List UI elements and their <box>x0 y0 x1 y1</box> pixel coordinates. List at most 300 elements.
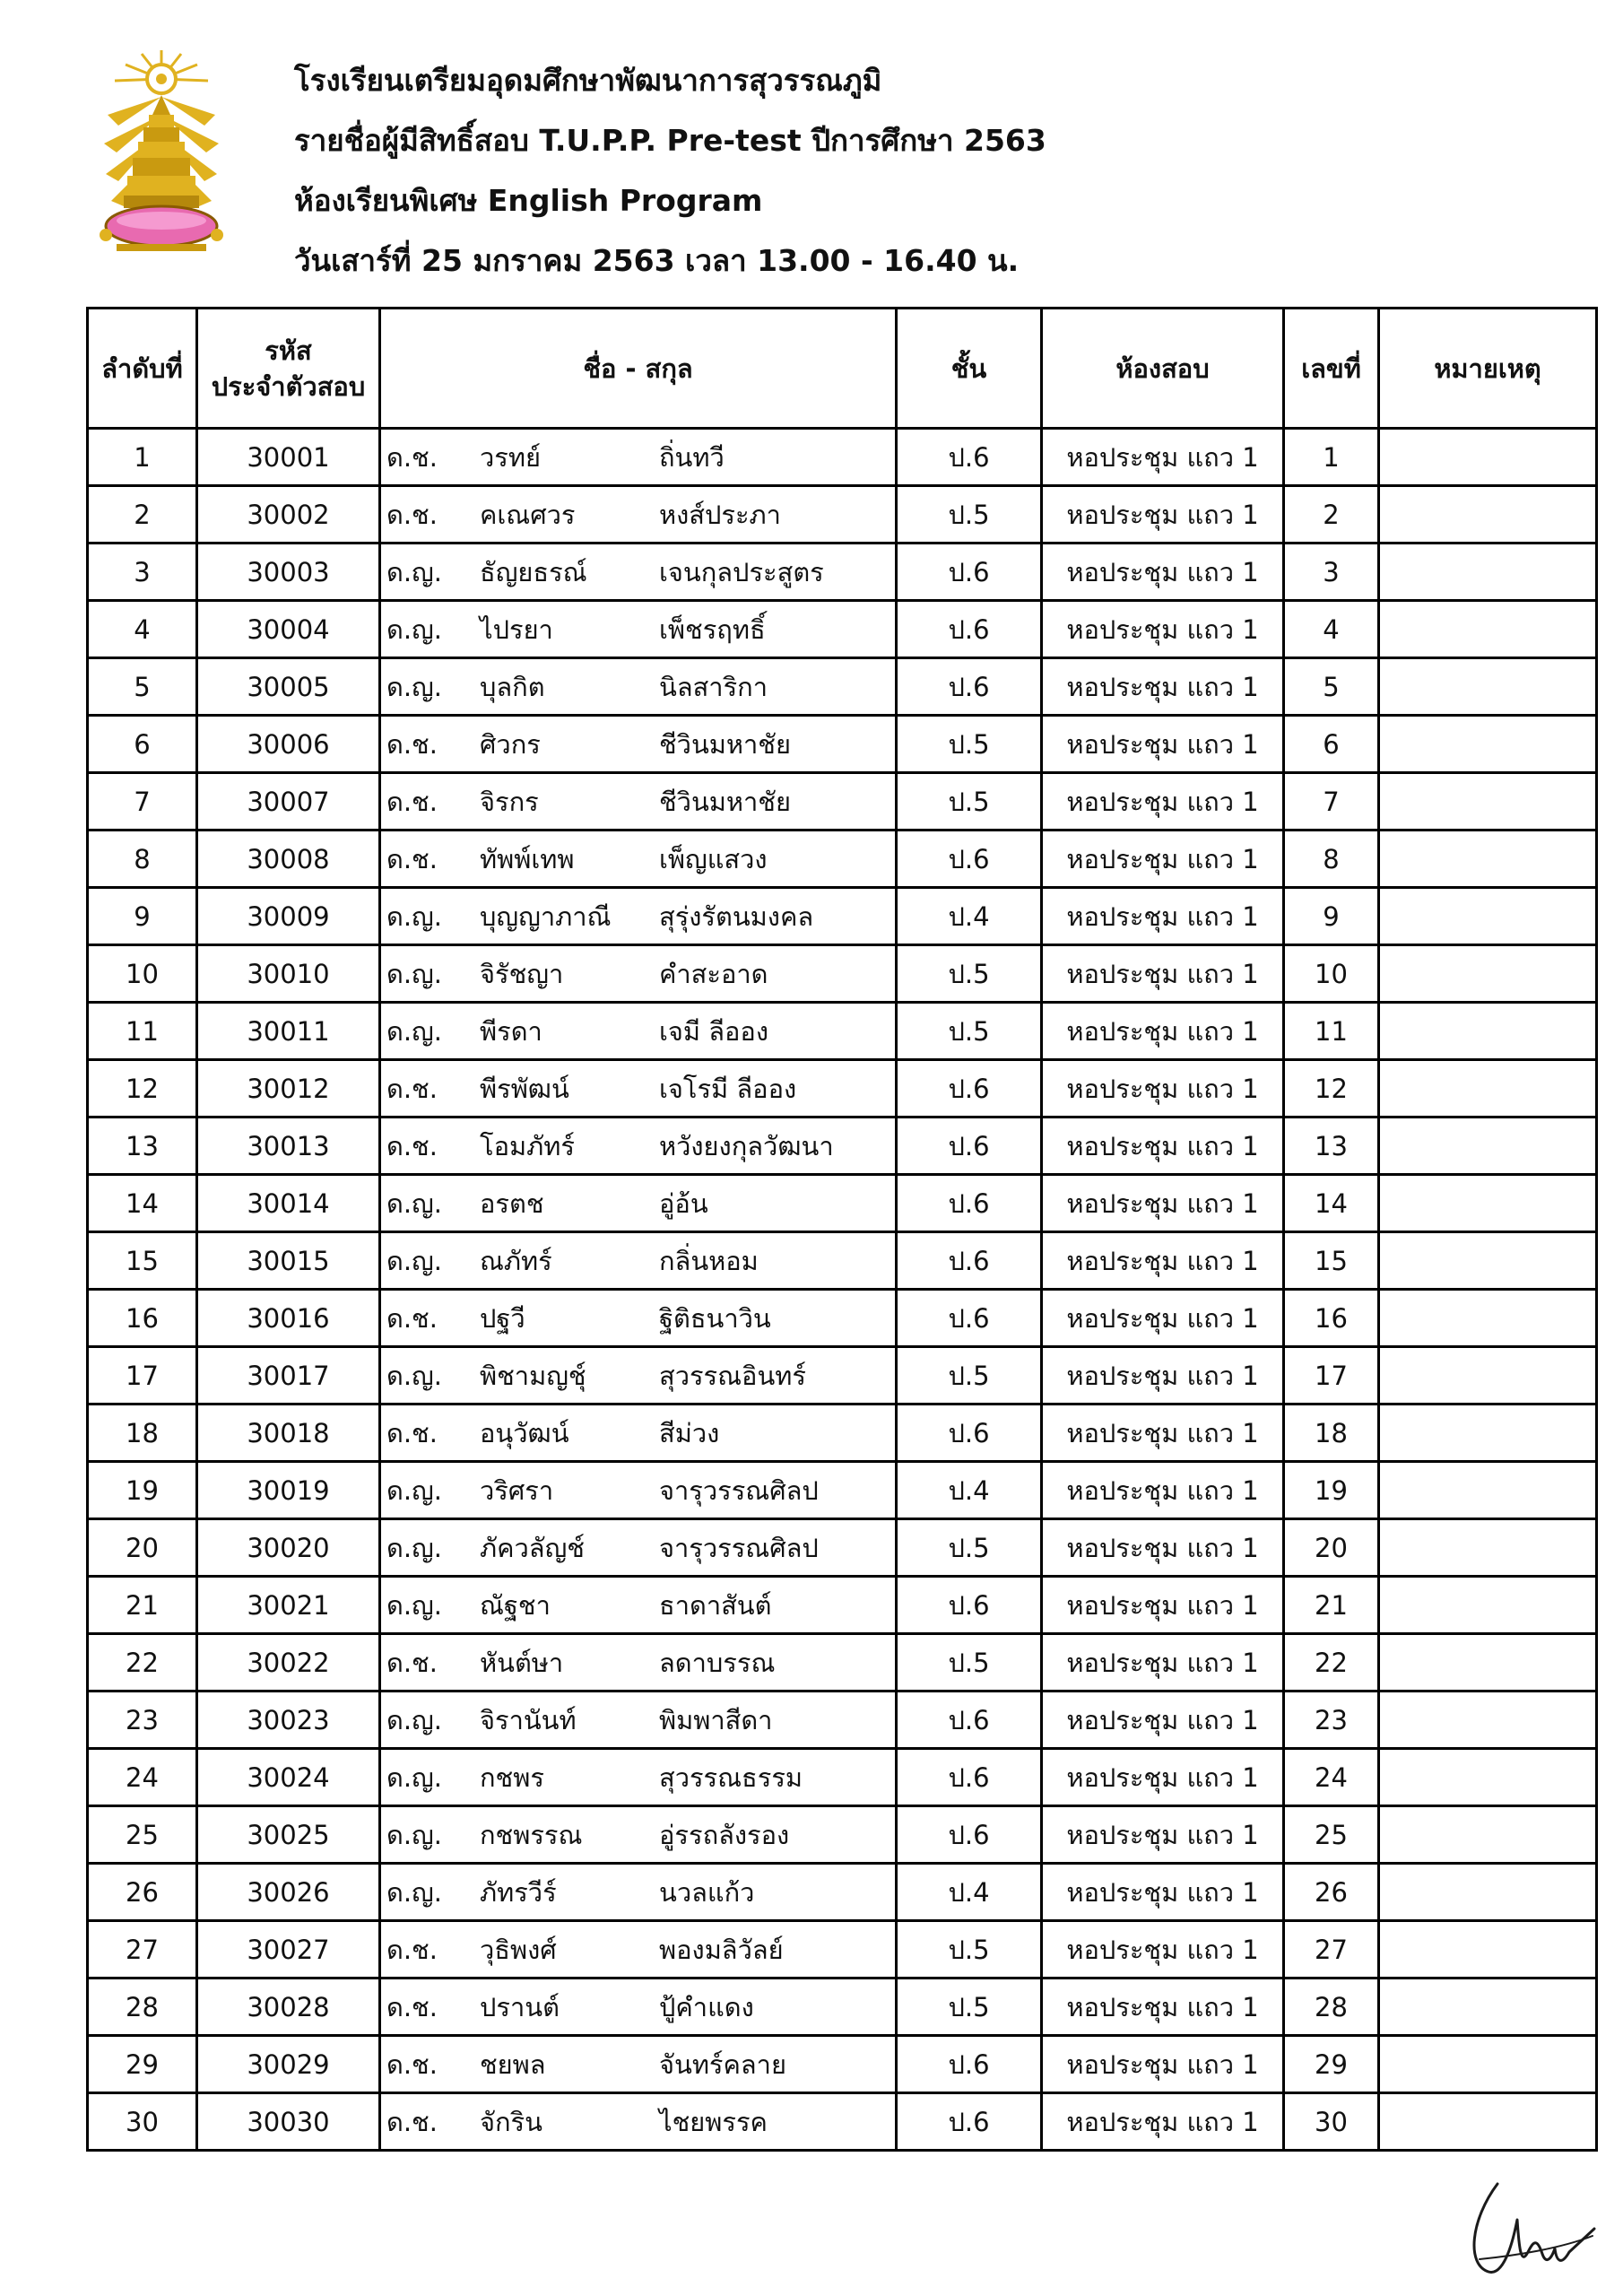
table-row <box>88 1462 1597 1519</box>
first-name: วริศรา <box>480 1474 554 1506</box>
cell-seat: 9 <box>1284 888 1379 945</box>
name-prefix: ด.ช. <box>386 2048 438 2080</box>
table-row <box>88 1118 1597 1175</box>
cell-grade: ป.4 <box>897 1462 1042 1519</box>
first-name: ไปรยา <box>480 613 553 645</box>
cell-seat: 19 <box>1284 1462 1379 1519</box>
table-row <box>88 1232 1597 1290</box>
cell-code: 30014 <box>197 1175 380 1232</box>
cell-remark <box>1379 773 1597 831</box>
cell-no: 3 <box>88 544 197 601</box>
cell-room: หอประชุม แถว 1 <box>1042 1749 1284 1806</box>
school-emblem-icon <box>99 43 224 267</box>
cell-room: หอประชุม แถว 1 <box>1042 1806 1284 1864</box>
cell-grade: ป.5 <box>897 486 1042 544</box>
cell-room: หอประชุม แถว 1 <box>1042 1175 1284 1232</box>
last-name: พองมลิวัลย์ <box>659 1934 784 1965</box>
cell-room: หอประชุม แถว 1 <box>1042 1003 1284 1060</box>
name-prefix: ด.ช. <box>386 1934 438 1965</box>
last-name: ถิ่นทวี <box>659 441 725 473</box>
table-row <box>88 773 1597 831</box>
last-name: ชีวินมหาชัย <box>659 728 791 760</box>
first-name: ปรานต์ <box>480 1991 560 2022</box>
cell-remark <box>1379 1232 1597 1290</box>
table-row <box>88 1405 1597 1462</box>
cell-grade: ป.4 <box>897 1864 1042 1921</box>
first-name: จักริน <box>480 2106 542 2137</box>
last-name: อู่รรถลังรอง <box>659 1819 790 1850</box>
cell-no: 24 <box>88 1749 197 1806</box>
cell-seat: 1 <box>1284 429 1379 486</box>
first-name: วุธิพงศ์ <box>480 1934 557 1965</box>
col-header-code-line1: รหัส <box>265 335 312 366</box>
name-prefix: ด.ช. <box>386 1130 438 1161</box>
name-prefix: ด.ญ. <box>386 1360 442 1391</box>
table-row <box>88 1003 1597 1060</box>
cell-remark <box>1379 1347 1597 1405</box>
table-row <box>88 1519 1597 1577</box>
last-name: กลิ่นหอม <box>659 1245 759 1276</box>
cell-room: หอประชุม แถว 1 <box>1042 888 1284 945</box>
last-name: สุรุ่งรัตนมงคล <box>659 900 814 932</box>
cell-name <box>380 1979 897 2036</box>
table-row <box>88 1749 1597 1806</box>
table-body <box>88 429 1597 2151</box>
cell-room: หอประชุม แถว 1 <box>1042 544 1284 601</box>
cell-grade: ป.6 <box>897 1060 1042 1118</box>
name-prefix: ด.ญ. <box>386 556 442 587</box>
cell-name <box>380 1405 897 1462</box>
cell-code: 30028 <box>197 1979 380 2036</box>
document-header <box>90 43 1435 276</box>
cell-no: 25 <box>88 1806 197 1864</box>
cell-room: หอประชุม แถว 1 <box>1042 1290 1284 1347</box>
cell-seat: 13 <box>1284 1118 1379 1175</box>
cell-seat: 28 <box>1284 1979 1379 2036</box>
cell-name <box>380 544 897 601</box>
cell-remark <box>1379 1175 1597 1232</box>
cell-remark <box>1379 1921 1597 1979</box>
name-prefix: ด.ญ. <box>386 1761 442 1793</box>
table-row <box>88 1864 1597 1921</box>
name-prefix: ด.ช. <box>386 2106 438 2137</box>
cell-name <box>380 486 897 544</box>
first-name: ภัควลัญช์ <box>480 1532 585 1563</box>
cell-name <box>380 831 897 888</box>
cell-seat: 12 <box>1284 1060 1379 1118</box>
cell-code: 30002 <box>197 486 380 544</box>
last-name: เจนกุลประสูตร <box>659 556 824 587</box>
cell-room: หอประชุม แถว 1 <box>1042 429 1284 486</box>
first-name: ณัฐชา <box>480 1589 551 1621</box>
first-name: ศิวกร <box>480 728 541 760</box>
cell-name <box>380 1003 897 1060</box>
cell-name <box>380 2036 897 2093</box>
last-name: ไชยพรรค <box>659 2106 768 2137</box>
cell-remark <box>1379 1519 1597 1577</box>
last-name: จารุวรรณศิลป <box>659 1532 819 1563</box>
cell-name <box>380 888 897 945</box>
document-title-block <box>294 50 1046 291</box>
cell-remark <box>1379 1003 1597 1060</box>
last-name: ปู้คำแดง <box>659 1991 754 2022</box>
cell-room: หอประชุม แถว 1 <box>1042 1634 1284 1692</box>
cell-seat: 26 <box>1284 1864 1379 1921</box>
cell-code: 30004 <box>197 601 380 658</box>
cell-name <box>380 1634 897 1692</box>
cell-name <box>380 1692 897 1749</box>
table-row <box>88 1060 1597 1118</box>
last-name: สีม่วง <box>659 1417 720 1448</box>
cell-seat: 6 <box>1284 716 1379 773</box>
cell-remark <box>1379 1405 1597 1462</box>
table-row <box>88 601 1597 658</box>
cell-grade: ป.5 <box>897 716 1042 773</box>
cell-seat: 10 <box>1284 945 1379 1003</box>
cell-remark <box>1379 429 1597 486</box>
name-prefix: ด.ญ. <box>386 1704 442 1735</box>
exam-date-time: วันเสาร์ที่ 25 มกราคม 2563 เวลา 13.00 - 16.40 น. <box>294 243 1020 278</box>
cell-no: 28 <box>88 1979 197 2036</box>
cell-name <box>380 1347 897 1405</box>
cell-name <box>380 429 897 486</box>
cell-no: 22 <box>88 1634 197 1692</box>
cell-no: 7 <box>88 773 197 831</box>
cell-remark <box>1379 2093 1597 2151</box>
cell-name <box>380 1462 897 1519</box>
cell-seat: 8 <box>1284 831 1379 888</box>
cell-code: 30024 <box>197 1749 380 1806</box>
cell-code: 30025 <box>197 1806 380 1864</box>
last-name: นวลแก้ว <box>659 1876 755 1908</box>
first-name: พีรดา <box>480 1015 542 1047</box>
last-name: นิลสาริกา <box>659 671 768 702</box>
cell-code: 30018 <box>197 1405 380 1462</box>
cell-code: 30003 <box>197 544 380 601</box>
name-prefix: ด.ญ. <box>386 958 442 989</box>
cell-no: 4 <box>88 601 197 658</box>
table-row <box>88 831 1597 888</box>
name-prefix: ด.ญ. <box>386 1819 442 1850</box>
last-name: เจมี ลีออง <box>659 1015 769 1047</box>
list-title: รายชื่อผู้มีสิทธิ์สอบ T.U.P.P. Pre-test ปีการศึกษา 2563 <box>294 123 1046 158</box>
cell-grade: ป.4 <box>897 888 1042 945</box>
cell-grade: ป.6 <box>897 1577 1042 1634</box>
cell-room: หอประชุม แถว 1 <box>1042 1864 1284 1921</box>
last-name: จันทร์คลาย <box>659 2048 786 2080</box>
cell-seat: 23 <box>1284 1692 1379 1749</box>
cell-no: 13 <box>88 1118 197 1175</box>
cell-grade: ป.5 <box>897 1979 1042 2036</box>
last-name: เจโรมี ลีออง <box>659 1073 797 1104</box>
cell-seat: 25 <box>1284 1806 1379 1864</box>
first-name: อรตช <box>480 1187 544 1219</box>
cell-no: 26 <box>88 1864 197 1921</box>
first-name: ปฐวี <box>480 1302 525 1334</box>
cell-code: 30019 <box>197 1462 380 1519</box>
cell-room: หอประชุม แถว 1 <box>1042 486 1284 544</box>
program-name: ห้องเรียนพิเศษ English Program <box>294 183 763 218</box>
cell-no: 21 <box>88 1577 197 1634</box>
table-row <box>88 716 1597 773</box>
table-header-row <box>88 309 1597 429</box>
cell-seat: 17 <box>1284 1347 1379 1405</box>
cell-code: 30023 <box>197 1692 380 1749</box>
cell-name <box>380 945 897 1003</box>
cell-grade: ป.6 <box>897 1118 1042 1175</box>
cell-code: 30029 <box>197 2036 380 2093</box>
cell-remark <box>1379 831 1597 888</box>
cell-remark <box>1379 1692 1597 1749</box>
cell-room: หอประชุม แถว 1 <box>1042 945 1284 1003</box>
cell-no: 17 <box>88 1347 197 1405</box>
cell-seat: 29 <box>1284 2036 1379 2093</box>
cell-room: หอประชุม แถว 1 <box>1042 1921 1284 1979</box>
name-prefix: ด.ญ. <box>386 1015 442 1047</box>
cell-name <box>380 1519 897 1577</box>
table-row <box>88 1577 1597 1634</box>
table-row <box>88 1806 1597 1864</box>
cell-remark <box>1379 716 1597 773</box>
first-name: กชพรรณ <box>480 1819 583 1850</box>
cell-no: 29 <box>88 2036 197 2093</box>
cell-no: 1 <box>88 429 197 486</box>
cell-room: หอประชุม แถว 1 <box>1042 1060 1284 1118</box>
name-prefix: ด.ช. <box>386 1302 438 1334</box>
cell-room: หอประชุม แถว 1 <box>1042 601 1284 658</box>
cell-code: 30017 <box>197 1347 380 1405</box>
cell-remark <box>1379 658 1597 716</box>
cell-code: 30012 <box>197 1060 380 1118</box>
cell-name <box>380 601 897 658</box>
cell-no: 10 <box>88 945 197 1003</box>
last-name: เพ็ชรฤทธิ์ <box>659 613 766 645</box>
last-name: คำสะอาด <box>659 958 768 989</box>
cell-code: 30011 <box>197 1003 380 1060</box>
cell-remark <box>1379 1979 1597 2036</box>
cell-room: หอประชุม แถว 1 <box>1042 1462 1284 1519</box>
first-name: อนุวัฒน์ <box>480 1417 569 1448</box>
cell-room: หอประชุม แถว 1 <box>1042 831 1284 888</box>
col-header-seat: เลขที่ <box>1284 309 1379 429</box>
cell-no: 9 <box>88 888 197 945</box>
cell-grade: ป.6 <box>897 1175 1042 1232</box>
cell-room: หอประชุม แถว 1 <box>1042 658 1284 716</box>
cell-no: 18 <box>88 1405 197 1462</box>
cell-seat: 2 <box>1284 486 1379 544</box>
cell-no: 6 <box>88 716 197 773</box>
first-name: หันต์ษา <box>480 1647 564 1678</box>
school-name: โรงเรียนเตรียมอุดมศึกษาพัฒนาการสุวรรณภูมิ <box>294 63 882 98</box>
cell-grade: ป.6 <box>897 1405 1042 1462</box>
cell-room: หอประชุม แถว 1 <box>1042 1577 1284 1634</box>
cell-name <box>380 1290 897 1347</box>
last-name: สุวรรณธรรม <box>659 1761 803 1793</box>
table-row <box>88 486 1597 544</box>
cell-seat: 24 <box>1284 1749 1379 1806</box>
last-name: ลดาบรรณ <box>659 1647 776 1678</box>
first-name: บุลกิต <box>480 671 545 702</box>
cell-room: หอประชุม แถว 1 <box>1042 1692 1284 1749</box>
cell-remark <box>1379 486 1597 544</box>
cell-grade: ป.6 <box>897 2093 1042 2151</box>
name-prefix: ด.ญ. <box>386 1876 442 1908</box>
name-prefix: ด.ญ. <box>386 1245 442 1276</box>
cell-name <box>380 1806 897 1864</box>
cell-seat: 22 <box>1284 1634 1379 1692</box>
cell-no: 16 <box>88 1290 197 1347</box>
cell-code: 30020 <box>197 1519 380 1577</box>
table-row <box>88 2036 1597 2093</box>
last-name: จารุวรรณศิลป <box>659 1474 819 1506</box>
first-name: จิรัชญา <box>480 958 564 989</box>
cell-no: 12 <box>88 1060 197 1118</box>
last-name: พิมพาสีดา <box>659 1704 773 1735</box>
first-name: วรทย์ <box>480 441 541 473</box>
first-name: บุญญาภาณี <box>480 900 612 932</box>
table-row <box>88 1347 1597 1405</box>
col-header-code-line2: ประจำตัวสอบ <box>211 370 366 402</box>
cell-grade: ป.6 <box>897 601 1042 658</box>
table-row <box>88 1175 1597 1232</box>
cell-code: 30015 <box>197 1232 380 1290</box>
last-name: สุวรรณอินทร์ <box>659 1360 806 1391</box>
cell-room: หอประชุม แถว 1 <box>1042 2093 1284 2151</box>
cell-no: 15 <box>88 1232 197 1290</box>
cell-name <box>380 1749 897 1806</box>
cell-code: 30001 <box>197 429 380 486</box>
cell-room: หอประชุม แถว 1 <box>1042 2036 1284 2093</box>
cell-name <box>380 1175 897 1232</box>
cell-grade: ป.6 <box>897 429 1042 486</box>
cell-room: หอประชุม แถว 1 <box>1042 1347 1284 1405</box>
last-name: เพ็ญแสวง <box>659 843 768 874</box>
cell-code: 30008 <box>197 831 380 888</box>
cell-grade: ป.6 <box>897 1290 1042 1347</box>
col-header-grade: ชั้น <box>897 309 1042 429</box>
first-name: ทัพพ์เทพ <box>480 843 575 874</box>
cell-name <box>380 716 897 773</box>
first-name: พีรพัฒน์ <box>480 1073 569 1104</box>
cell-remark <box>1379 1118 1597 1175</box>
first-name: ภัทรวีร์ <box>480 1876 557 1908</box>
cell-no: 2 <box>88 486 197 544</box>
col-header-code <box>197 309 380 429</box>
cell-seat: 27 <box>1284 1921 1379 1979</box>
cell-code: 30006 <box>197 716 380 773</box>
cell-code: 30007 <box>197 773 380 831</box>
cell-room: หอประชุม แถว 1 <box>1042 773 1284 831</box>
name-prefix: ด.ช. <box>386 1073 438 1104</box>
cell-room: หอประชุม แถว 1 <box>1042 1118 1284 1175</box>
cell-grade: ป.6 <box>897 1749 1042 1806</box>
table-row <box>88 945 1597 1003</box>
cell-seat: 4 <box>1284 601 1379 658</box>
cell-remark <box>1379 1634 1597 1692</box>
cell-no: 27 <box>88 1921 197 1979</box>
cell-grade: ป.6 <box>897 658 1042 716</box>
cell-code: 30030 <box>197 2093 380 2151</box>
cell-name <box>380 1864 897 1921</box>
cell-no: 11 <box>88 1003 197 1060</box>
name-prefix: ด.ช. <box>386 1647 438 1678</box>
cell-name <box>380 1921 897 1979</box>
cell-no: 20 <box>88 1519 197 1577</box>
cell-remark <box>1379 1462 1597 1519</box>
table-row <box>88 1290 1597 1347</box>
signature-icon <box>1462 2166 1596 2283</box>
name-prefix: ด.ช. <box>386 441 438 473</box>
first-name: ธัญยธรณ์ <box>480 556 587 587</box>
cell-code: 30021 <box>197 1577 380 1634</box>
cell-grade: ป.6 <box>897 1806 1042 1864</box>
cell-no: 30 <box>88 2093 197 2151</box>
cell-remark <box>1379 1577 1597 1634</box>
cell-name <box>380 2093 897 2151</box>
table-row <box>88 2093 1597 2151</box>
cell-grade: ป.6 <box>897 1232 1042 1290</box>
cell-grade: ป.6 <box>897 1692 1042 1749</box>
first-name: ณภัทร์ <box>480 1245 552 1276</box>
cell-name <box>380 1577 897 1634</box>
first-name: กชพร <box>480 1761 544 1793</box>
cell-seat: 11 <box>1284 1003 1379 1060</box>
cell-grade: ป.6 <box>897 2036 1042 2093</box>
cell-no: 19 <box>88 1462 197 1519</box>
cell-no: 14 <box>88 1175 197 1232</box>
cell-code: 30022 <box>197 1634 380 1692</box>
first-name: คเณศวร <box>480 499 576 530</box>
name-prefix: ด.ญ. <box>386 613 442 645</box>
cell-remark <box>1379 888 1597 945</box>
name-prefix: ด.ช. <box>386 728 438 760</box>
table-row <box>88 544 1597 601</box>
cell-remark <box>1379 601 1597 658</box>
last-name: ฐิติธนาวิน <box>659 1302 771 1334</box>
cell-remark <box>1379 1749 1597 1806</box>
cell-code: 30005 <box>197 658 380 716</box>
cell-grade: ป.5 <box>897 1634 1042 1692</box>
cell-name <box>380 658 897 716</box>
cell-remark <box>1379 1290 1597 1347</box>
cell-seat: 15 <box>1284 1232 1379 1290</box>
name-prefix: ด.ญ. <box>386 1532 442 1563</box>
cell-remark <box>1379 544 1597 601</box>
cell-seat: 18 <box>1284 1405 1379 1462</box>
cell-grade: ป.5 <box>897 1003 1042 1060</box>
cell-name <box>380 1060 897 1118</box>
last-name: หวังยงกุลวัฒนา <box>659 1130 834 1161</box>
cell-code: 30026 <box>197 1864 380 1921</box>
cell-remark <box>1379 1060 1597 1118</box>
cell-name <box>380 773 897 831</box>
name-prefix: ด.ญ. <box>386 900 442 932</box>
table-row <box>88 888 1597 945</box>
cell-room: หอประชุม แถว 1 <box>1042 1405 1284 1462</box>
col-header-room: ห้องสอบ <box>1042 309 1284 429</box>
table-row <box>88 1921 1597 1979</box>
table-row <box>88 1692 1597 1749</box>
cell-seat: 7 <box>1284 773 1379 831</box>
cell-remark <box>1379 2036 1597 2093</box>
cell-code: 30010 <box>197 945 380 1003</box>
name-prefix: ด.ช. <box>386 1417 438 1448</box>
first-name: จิรานันท์ <box>480 1704 577 1735</box>
cell-grade: ป.5 <box>897 1519 1042 1577</box>
name-prefix: ด.ญ. <box>386 671 442 702</box>
table-row <box>88 658 1597 716</box>
cell-grade: ป.6 <box>897 544 1042 601</box>
